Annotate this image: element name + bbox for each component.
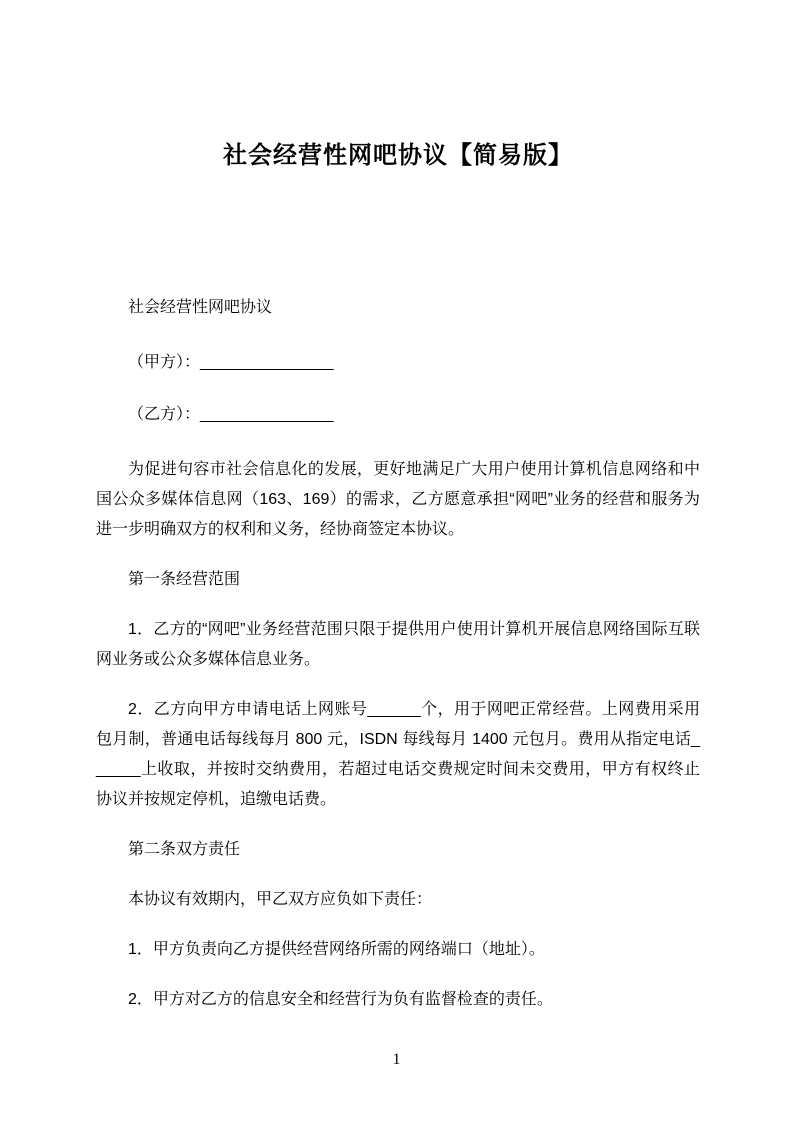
party-a-line: （甲方）：_______________: [128, 354, 334, 371]
section-2-item-1: 1．甲方负责向乙方提供经营网络所需的网络端口（地址）。: [128, 941, 545, 958]
document-title: 社会经营性网吧协议【简易版】: [223, 142, 573, 169]
section-2-intro: 本协议有效期内，甲乙双方应负如下责任：: [128, 891, 433, 908]
section-2-heading: 第二条双方责任: [128, 841, 241, 858]
section-1-item-2: 2．乙方向甲方申请电话上网账号______个，用于网吧正常经营。上网费用采用包月制，普通电话每线每月 800 元，ISDN 每线每月 1400 元包月。费用从指定电话______上收取，并按时交纳费用，若超过电话交费规定时间未交费用，甲方有权终止协议并按规定停机，追缴电话费。: [96, 701, 700, 808]
agreement-heading: 社会经营性网吧协议: [128, 299, 273, 316]
section-1-heading: 第一条经营范围: [128, 571, 241, 588]
section-1-item-1: 1．乙方的“网吧”业务经营范围只限于提供用户使用计算机开展信息网络国际互联网业务或公众多媒体信息业务。: [96, 621, 700, 668]
party-b-line: （乙方）：_______________: [128, 406, 334, 423]
section-2-item-2: 2．甲方对乙方的信息安全和经营行为负有监督检查的责任。: [128, 991, 553, 1008]
page-number: 1: [392, 1051, 401, 1068]
intro-paragraph: 为促进句容市社会信息化的发展，更好地满足广大用户使用计算机信息网络和中国公众多媒体信息网（163、169）的需求，乙方愿意承担“网吧”业务的经营和服务为进一步明确双方的权利和义务，经协商签定本协议。: [96, 461, 700, 538]
